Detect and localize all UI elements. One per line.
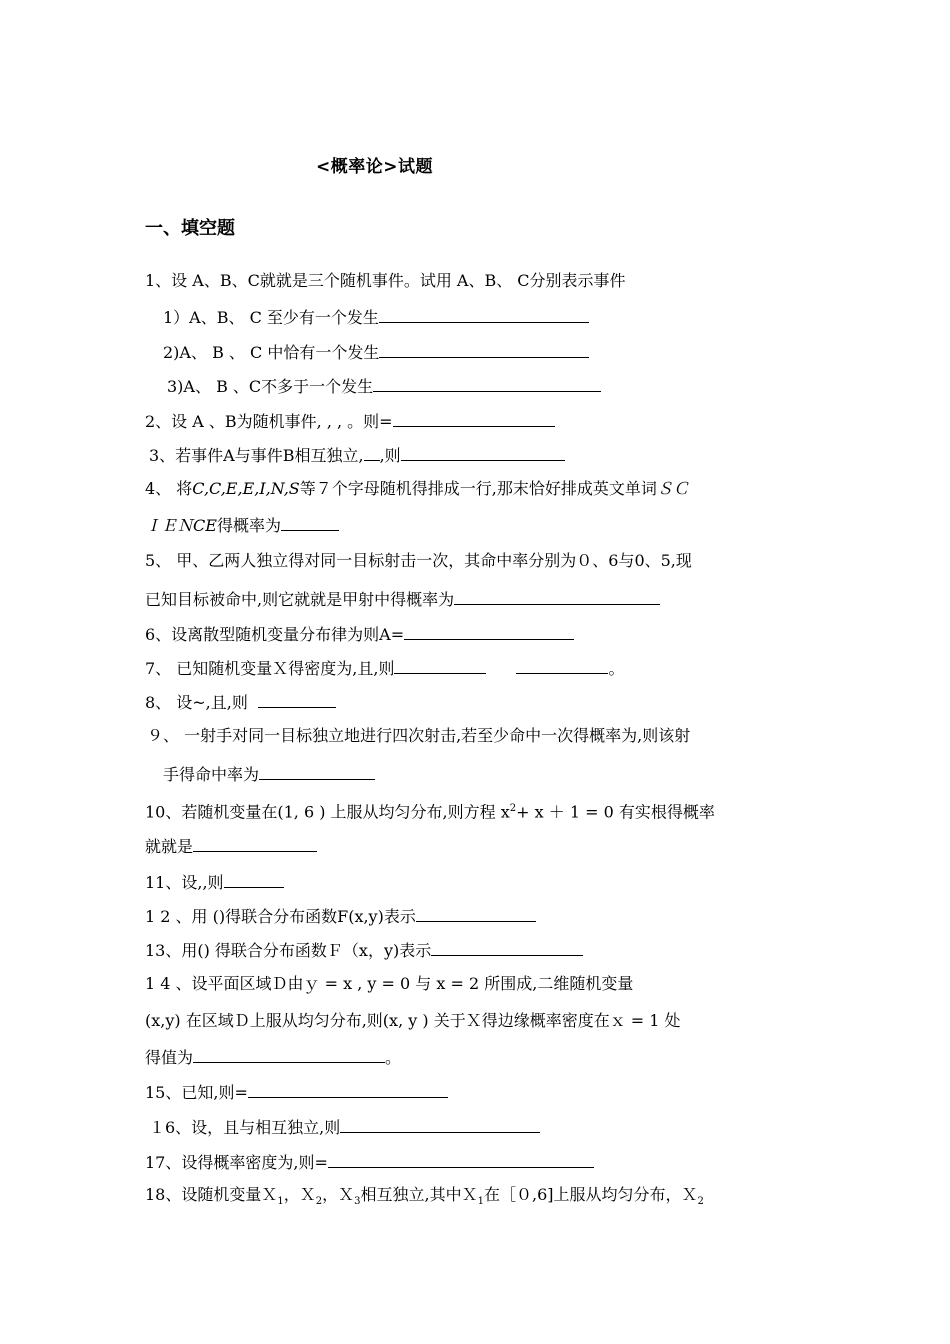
question-text: 10、若随机变量在(1, 6 ) 上服从均匀分布,则方程 x [145, 802, 510, 822]
subscript: 2 [697, 1196, 704, 1208]
subscript: 3 [354, 1196, 361, 1208]
answer-blank[interactable] [340, 1115, 540, 1133]
question-text: 13、用() 得联合分布函数Ｆ（x，y)表示 [145, 941, 432, 960]
question-text: 11、设,,则 [145, 873, 224, 892]
answer-blank[interactable] [454, 587, 660, 605]
question-text: 3)A、 B 、C不多于一个发生 [167, 377, 374, 396]
answer-blank[interactable] [431, 938, 583, 956]
question-text: ，Ｘ [322, 1185, 355, 1204]
question-text: 手得命中率为 [163, 765, 260, 784]
question-text: 。 [608, 659, 625, 678]
question-text: (x,y) 在区域Ｄ上服从均匀分布,则(x, y ) 关于Ｘ得边缘概率密度在ｘ = 1 处 [145, 1011, 681, 1030]
question-text: ,则 [379, 446, 401, 465]
question-text: ９、 一射手对同一目标独立地进行四次射击,若至少命中一次得概率为,则该射 [147, 726, 691, 745]
question-14-cont [145, 1010, 681, 1032]
answer-blank[interactable] [516, 656, 608, 674]
answer-blank[interactable] [193, 1045, 385, 1063]
question-text: 5、 甲、乙两人独立得对同一目标射击一次，其命中率分别为０、6与0、5,现 [145, 551, 692, 570]
question-15 [145, 1080, 448, 1104]
page-title: <概率论>试题 [316, 157, 433, 177]
question-4 [145, 478, 689, 500]
question-13 [145, 938, 583, 962]
answer-blank[interactable] [248, 1080, 448, 1098]
question-6 [145, 622, 574, 646]
question-text: 就就是 [145, 837, 194, 856]
question-text: 6、设离散型随机变量分布律为则A= [145, 625, 405, 644]
section-heading: 一、填空题 [145, 218, 235, 239]
question-text: 1 2 、用 ()得联合分布函数F(x,y)表示 [145, 907, 416, 926]
answer-blank[interactable] [193, 834, 317, 852]
question-text: 已知目标被命中,则它就就是甲射中得概率为 [145, 590, 455, 609]
question-12 [145, 904, 536, 928]
question-1 [145, 270, 626, 292]
answer-blank[interactable] [401, 443, 565, 461]
answer-blank[interactable] [224, 870, 284, 888]
question-text: 15、已知,则= [145, 1083, 248, 1102]
question-text: 7、 已知随机变量Ｘ得密度为,且,则 [145, 659, 395, 678]
answer-blank[interactable] [379, 340, 589, 358]
question-18 [145, 1184, 704, 1213]
answer-blank[interactable] [364, 443, 380, 461]
question-1-part-3 [167, 374, 601, 398]
question-8 [145, 690, 336, 714]
question-text: + x ＋ 1 = 0 有实根得概率 [516, 802, 715, 822]
word-text: ＩＥＮCE [145, 516, 217, 535]
question-10 [145, 798, 715, 823]
question-text: 18、设随机变量Ｘ [145, 1185, 278, 1204]
answer-blank[interactable] [373, 374, 601, 392]
answer-blank[interactable] [416, 904, 536, 922]
question-2 [145, 409, 555, 433]
question-16 [149, 1115, 540, 1139]
question-text: 17、设得概率密度为,则= [145, 1153, 328, 1172]
question-text: 8、 设~,且,则 [145, 693, 248, 712]
question-text: 2、设 A 、B为随机事件, , , 。则= [145, 412, 393, 431]
question-11 [145, 870, 284, 894]
question-4-cont [145, 513, 339, 537]
answer-blank[interactable] [393, 409, 555, 427]
question-7 [145, 656, 624, 680]
question-17 [145, 1150, 594, 1174]
question-text: 1、设 A、B、C就就是三个随机事件。试用 A、B、 C分别表示事件 [145, 271, 626, 290]
answer-blank[interactable] [394, 656, 486, 674]
answer-blank[interactable] [328, 1150, 594, 1168]
question-9-cont [163, 762, 375, 786]
question-1-part-2 [163, 340, 589, 364]
subscript: 1 [277, 1196, 284, 1208]
word-text: ＳＣ [656, 479, 689, 498]
question-5-cont [145, 587, 660, 611]
question-text: 等７个字母随机得排成一行,那末恰好排成英文单词 [299, 479, 657, 498]
question-14 [145, 973, 633, 995]
question-text: 1）A、B、 C 至少有一个发生 [163, 308, 379, 327]
question-10-cont [145, 834, 317, 858]
answer-blank[interactable] [258, 690, 336, 708]
question-9 [147, 725, 690, 747]
question-text: １6、设，且与相互独立,则 [149, 1118, 341, 1137]
superscript: 2 [509, 803, 517, 814]
letters-text: C,C,E,E,I,N,S [192, 479, 300, 498]
question-text: 在［０,6]上服从均匀分布，Ｘ [484, 1185, 698, 1204]
question-text: 。 [385, 1048, 402, 1067]
question-text: 3、若事件A与事件B相互独立, [149, 446, 364, 465]
question-text: 得概率为 [216, 516, 281, 535]
question-text: ，Ｘ [283, 1185, 316, 1204]
question-text: 2)A、 B 、 C 中恰有一个发生 [163, 343, 380, 362]
question-14-cont-2 [145, 1045, 401, 1069]
answer-blank[interactable] [259, 762, 375, 780]
question-text: 相互独立,其中Ｘ [360, 1185, 478, 1204]
answer-blank[interactable] [404, 622, 574, 640]
subscript: 2 [315, 1196, 323, 1208]
question-text: 1 4 、设平面区域Ｄ由ｙ = x , y = 0 与 x = 2 所围成,二维随机变量 [145, 974, 634, 993]
question-text: 得值为 [145, 1048, 194, 1067]
question-1-part-1 [163, 305, 589, 329]
question-text: 4、 将 [145, 479, 193, 498]
subscript: 1 [477, 1196, 484, 1208]
answer-blank[interactable] [281, 513, 339, 531]
question-3 [149, 443, 565, 467]
answer-blank[interactable] [379, 305, 589, 323]
question-5 [145, 550, 692, 572]
